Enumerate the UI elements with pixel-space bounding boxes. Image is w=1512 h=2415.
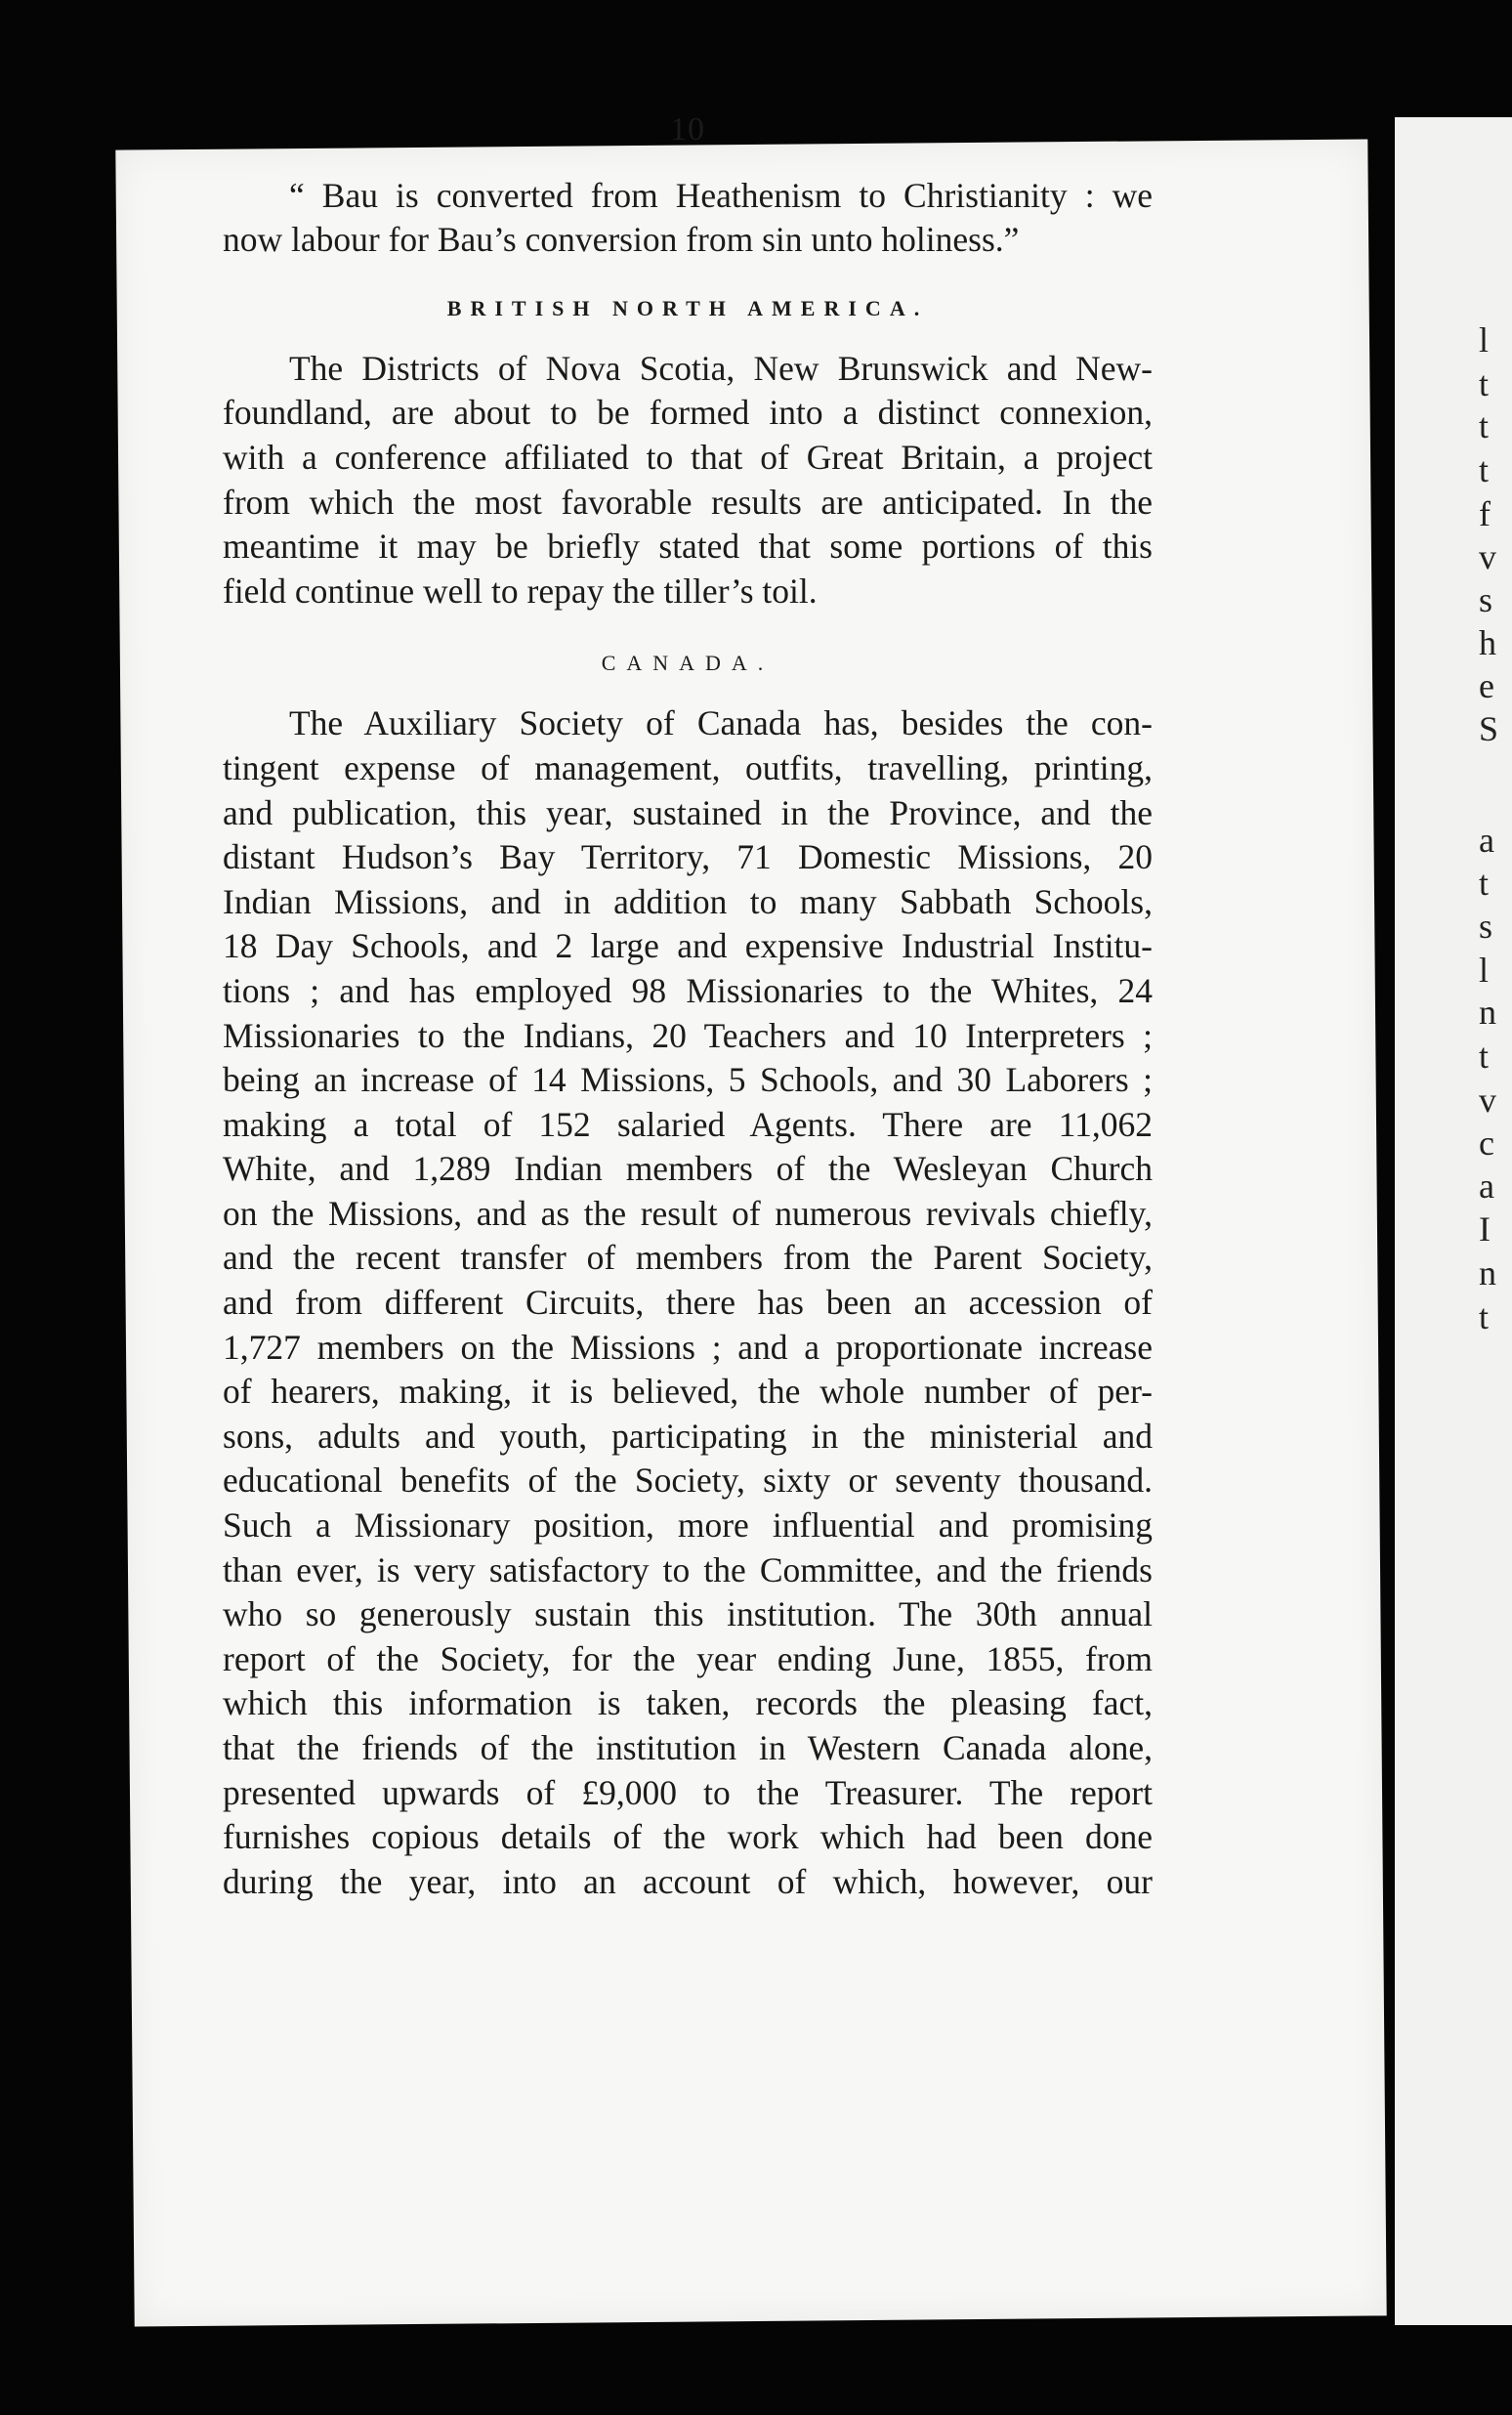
page-content xyxy=(223,107,1153,1904)
text-line: meantime it may be briefly stated that some portions of this xyxy=(223,527,1153,567)
adjacent-page-text-fragment: n xyxy=(1479,1253,1496,1292)
adjacent-page-text-fragment: S xyxy=(1479,709,1499,748)
text-line: that the friends of the institution in Western Canada alone, xyxy=(223,1728,1153,1767)
text-line: White, and 1,289 Indian members of the Wesleyan Church xyxy=(223,1149,1153,1189)
text-line: and from different Circuits, there has been an accession of xyxy=(223,1283,1153,1323)
text-line: report of the Society, for the year ending June, 1855, from xyxy=(223,1638,1153,1678)
text-line: distant Hudson’s Bay Territory, 71 Domestic Missions, 20 xyxy=(223,837,1153,877)
adjacent-page-text-fragment: t xyxy=(1479,1037,1490,1076)
text-line: sons, adults and youth, participating in the ministerial and xyxy=(223,1416,1153,1456)
adjacent-page-text-fragment: a xyxy=(1479,1166,1494,1206)
text-line: field continue well to repay the tiller’s toil. xyxy=(223,571,818,611)
text-line: on the Missions, and as the result of numerous revivals chiefly, xyxy=(223,1193,1153,1233)
adjacent-page-text-fragment: a xyxy=(1479,821,1494,860)
text-line: The Districts of Nova Scotia, New Brunswick and New- xyxy=(289,348,1153,388)
text-line: now labour for Bau’s conversion from sin unto holiness.” xyxy=(223,220,1020,260)
text-line: The Auxiliary Society of Canada has, besides the con- xyxy=(289,703,1153,743)
text-line: 1,727 members on the Missions ; and a proportionate increase xyxy=(223,1327,1153,1367)
text-line: educational benefits of the Society, sixty or seventy thousand. xyxy=(223,1461,1153,1501)
adjacent-page-text-fragment: v xyxy=(1479,1080,1496,1120)
text-line: making a total of 152 salaried Agents. There are 11,062 xyxy=(223,1104,1153,1144)
adjacent-page-text-fragment: t xyxy=(1479,364,1490,403)
adjacent-page-text-fragment: t xyxy=(1479,450,1490,489)
text-line: during the year, into an account of which, however, our xyxy=(223,1861,1153,1901)
text-line: which this information is taken, records the pleasing fact, xyxy=(223,1683,1153,1723)
paragraph-british-north-america xyxy=(223,347,1153,614)
adjacent-page-text-fragment: h xyxy=(1479,623,1496,662)
section-heading-british-north-america: BRITISH NORTH AMERICA. xyxy=(446,295,929,320)
adjacent-page-text-fragment: s xyxy=(1479,580,1493,619)
adjacent-page-text-fragment: n xyxy=(1479,993,1496,1032)
adjacent-page-text-fragment: l xyxy=(1479,320,1490,360)
adjacent-page-text-fragment: s xyxy=(1479,907,1493,946)
page-number: 10 xyxy=(670,111,705,148)
adjacent-page-text-fragment: c xyxy=(1479,1123,1494,1163)
adjacent-page-text-fragment: e xyxy=(1479,666,1494,705)
text-line: tions ; and has employed 98 Missionaries to the Whites, 24 xyxy=(223,970,1153,1010)
text-line: and the recent transfer of members from the Parent Society, xyxy=(223,1238,1153,1278)
adjacent-page-text-fragment: I xyxy=(1479,1209,1491,1249)
text-line: and publication, this year, sustained in the Province, and the xyxy=(223,792,1153,832)
text-line: Indian Missions, and in addition to many Sabbath Schools, xyxy=(223,881,1153,921)
text-line: with a conference affiliated to that of Great Britain, a project xyxy=(223,437,1153,477)
text-line: presented upwards of £9,000 to the Treasurer. The report xyxy=(223,1772,1153,1812)
text-line: Such a Missionary position, more influential and promising xyxy=(223,1505,1153,1546)
section-heading-canada: CANADA. xyxy=(601,651,775,676)
text-line: foundland, are about to be formed into a distinct connexion, xyxy=(223,393,1153,433)
text-line: 18 Day Schools, and 2 large and expensive Industrial Institu- xyxy=(223,926,1153,966)
text-line: “ Bau is converted from Heathenism to Christianity : we xyxy=(289,175,1153,215)
adjacent-page-edge xyxy=(1395,117,1512,2325)
adjacent-page-text-fragment: v xyxy=(1479,537,1496,576)
adjacent-page-text-fragment: t xyxy=(1479,864,1490,903)
text-line: from which the most favorable results are anticipated. In the xyxy=(223,482,1153,522)
text-line: than ever, is very satisfactory to the Committee, and the friends xyxy=(223,1549,1153,1589)
adjacent-page-text-fragment: t xyxy=(1479,406,1490,445)
adjacent-page-text-fragment: f xyxy=(1479,494,1491,533)
text-line: tingent expense of management, outfits, travelling, printing, xyxy=(223,747,1153,787)
paragraph-canada xyxy=(223,701,1153,1904)
text-line: furnishes copious details of the work which had been done xyxy=(223,1817,1153,1857)
text-line: who so generously sustain this institution. The 30th annual xyxy=(223,1594,1153,1634)
text-line: being an increase of 14 Missions, 5 Schools, and 30 Laborers ; xyxy=(223,1060,1153,1100)
adjacent-page-text-fragment: l xyxy=(1479,951,1490,990)
text-line: of hearers, making, it is believed, the whole number of per- xyxy=(223,1372,1153,1412)
adjacent-page-text-fragment: t xyxy=(1479,1297,1490,1336)
text-line: Missionaries to the Indians, 20 Teachers and 10 Interpreters ; xyxy=(223,1015,1153,1055)
quote-paragraph xyxy=(223,174,1153,263)
